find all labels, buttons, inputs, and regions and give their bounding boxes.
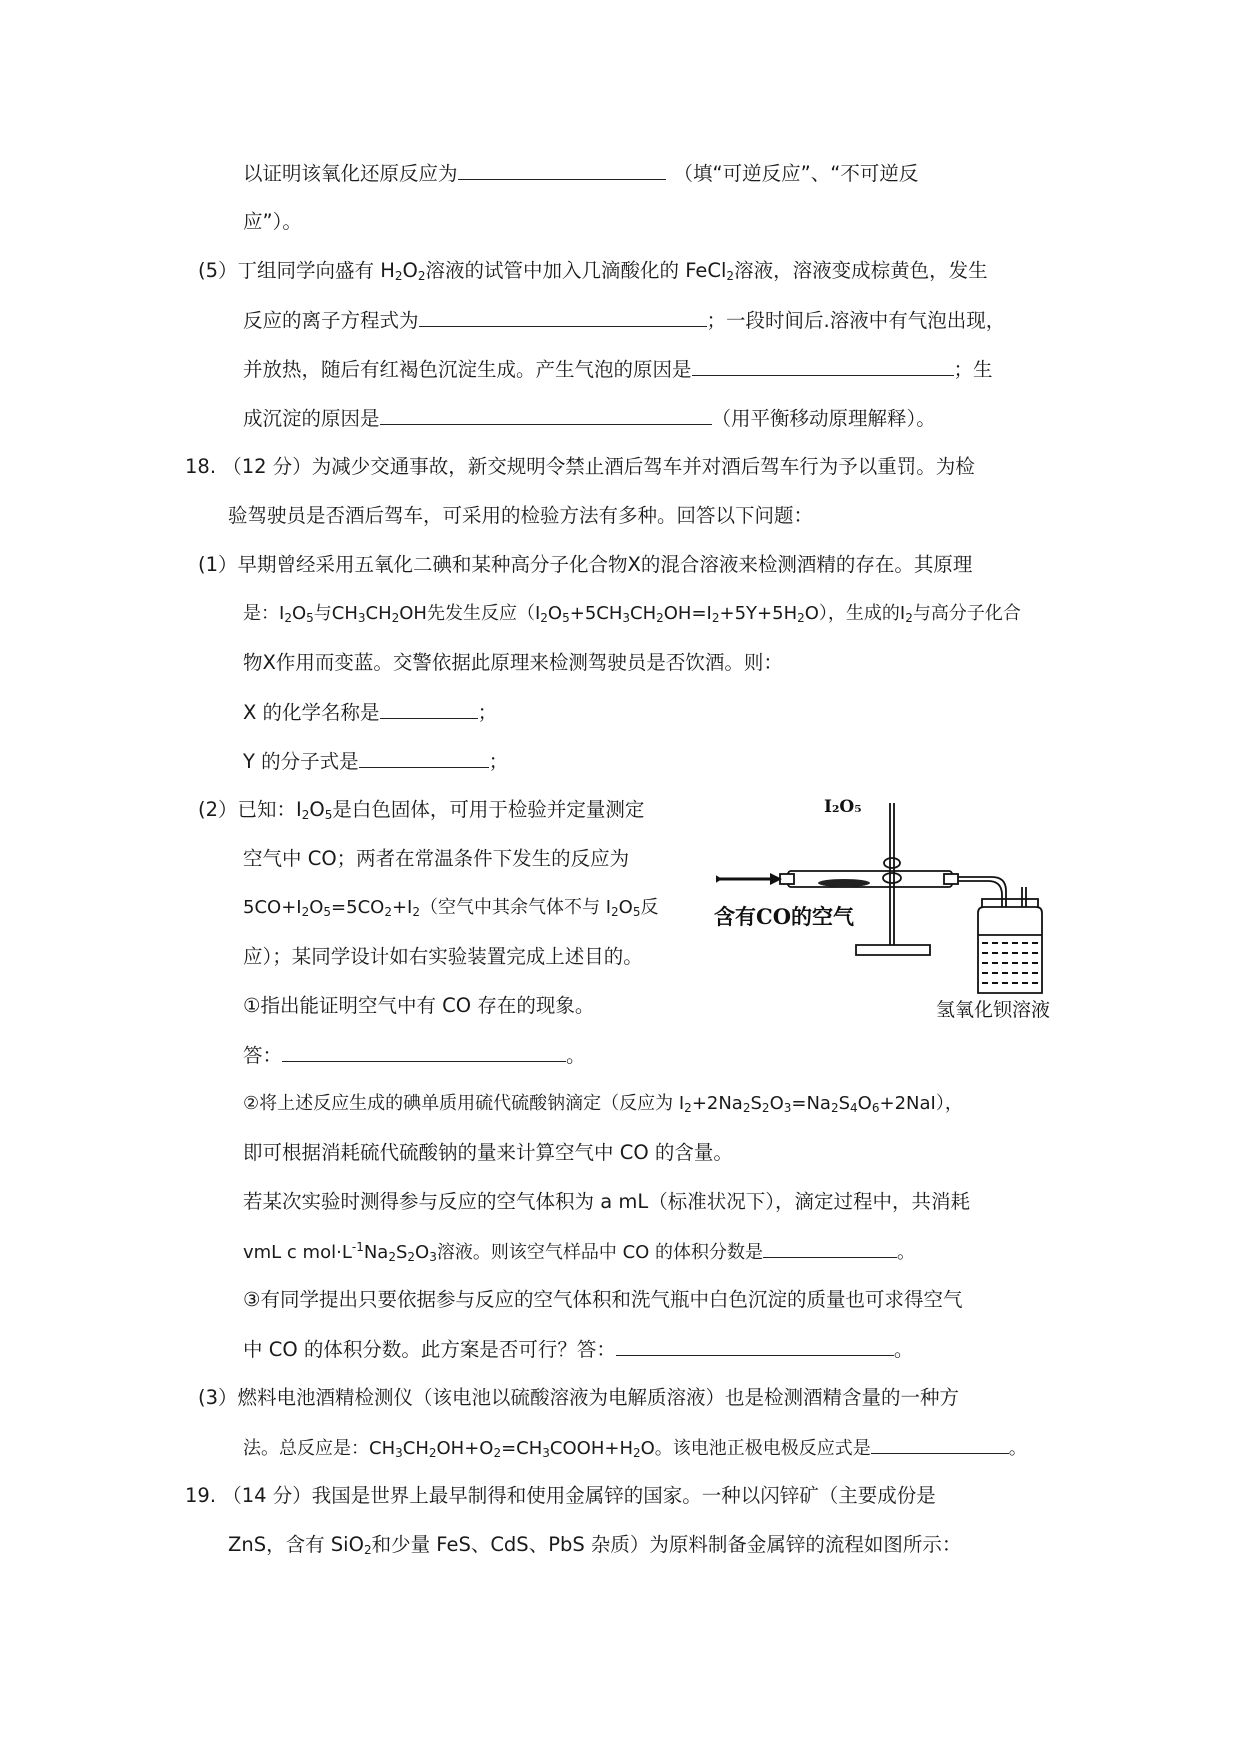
text-line: vmL c $mol\cdot L^{-1}Na_2S_2O_3$溶液。则该空气样品中 CO 的体积分数是 。 [243,1237,915,1267]
answer-blank[interactable] [871,1433,1009,1454]
answer-blank[interactable] [380,404,712,425]
answer-blank[interactable] [282,1041,566,1062]
answer-blank[interactable] [458,159,666,180]
answer-blank[interactable] [380,698,478,719]
text-line: (1）早期曾经采用五氧化二碘和某种高分子化合物X的混合溶液来检测酒精的存在。其原理 [198,553,973,576]
text-line: ZnS，含有 SiO$_2$和少量 FeS、CdS、PbS 杂质）为原料制备金属锌的流程如图所示： [228,1533,962,1557]
text-line: (5）丁组同学向盛有 $H_2O_2$溶液的试管中加入几滴酸化的 FeCl$_2$溶液，溶液变成棕黄色，发生 [198,259,988,283]
text-line: 法。总反应是：$CH_3CH_2OH+O_2=CH_3COOH+H_2O$。该电池正极电极反应式是 。 [243,1433,1027,1463]
text-line: 即可根据消耗硫代硫酸钠的量来计算空气中 CO 的含量。 [243,1141,733,1164]
text-line: (3）燃料电池酒精检测仪（该电池以硫酸溶液为电解质溶液）也是检测酒精含量的一种方 [198,1386,960,1409]
text-line: $5CO+I_2O_5=5CO_2+I_2$（空气中其余气体不与 $I_2O_5$反 [243,897,659,919]
text-line: 若某次实验时测得参与反应的空气体积为 a mL（标准状况下），滴定过程中，共消耗 [243,1190,970,1213]
text-line: 以证明该氧化还原反应为 （填“可逆反应”、“不可逆反 [243,159,918,188]
answer-blank[interactable] [763,1237,897,1258]
answer-blank[interactable] [692,355,954,376]
i2o5-label: I₂O₅ [824,797,862,817]
answer-blank[interactable] [616,1335,894,1356]
text-line: 空气中 CO；两者在常温条件下发生的反应为 [243,847,630,870]
text-line: 验驾驶员是否酒后驾车，可采用的检验方法有多种。回答以下问题： [228,504,814,527]
question-18-title: 18. （12 分）为减少交通事故，新交规明令禁止酒后驾车并对酒后驾车行为予以重罚。为检 [185,455,975,478]
text-line: ③有同学提出只要依据参与反应的空气体积和洗气瓶中白色沉淀的质量也可求得空气 [243,1288,963,1311]
air-inlet-label: 含有CO的空气 [714,904,855,929]
text-line: ②将上述反应生成的碘单质用硫代硫酸钠滴定（反应为 $I_2+2Na_2S_2O_3=Na_2S_4O_6+2NaI$）， [243,1093,963,1115]
text-line: 中 CO 的体积分数。此方案是否可行？答： 。 [243,1335,913,1364]
text-line: 成沉淀的原因是 （用平衡移动原理解释）。 [243,404,936,433]
text-line: Y 的分子式是 ； [243,747,508,776]
apparatus-figure [716,795,1076,1025]
text-line: 应”）。 [243,210,302,233]
text-line: 是：$I_2O_5$与$CH_3CH_2OH$先发生反应$(I_2O_5+5CH_3CH_2OH=I_2+5Y+5H_2O)$，生成的$I_2$与高分子化合 [243,603,1021,625]
text-line: 答： 。 [243,1041,586,1070]
text-line: 反应的离子方程式为 ；一段时间后.溶液中有气泡出现， [243,306,1005,335]
text-line: 并放热，随后有红褐色沉淀生成。产生气泡的原因是 ；生 [243,355,993,384]
text-line: 应）；某同学设计如右实验装置完成上述目的。 [243,945,643,968]
question-19-title: 19. （14 分）我国是世界上最早制得和使用金属锌的国家。一种以闪锌矿（主要成份是 [185,1484,936,1507]
text-line: X 的化学名称是 ； [243,698,497,727]
text-line: (2）已知：$I_2O_5$是白色固体，可用于检验并定量测定 [198,798,645,822]
text-line: ①指出能证明空气中有 CO 存在的现象。 [243,994,595,1017]
answer-blank[interactable] [419,306,707,327]
answer-blank[interactable] [359,747,489,768]
text-line: 物X作用而变蓝。交警依据此原理来检测驾驶员是否饮酒。则： [243,651,783,674]
solution-label: 氢氧化钡溶液 [936,999,1051,1021]
